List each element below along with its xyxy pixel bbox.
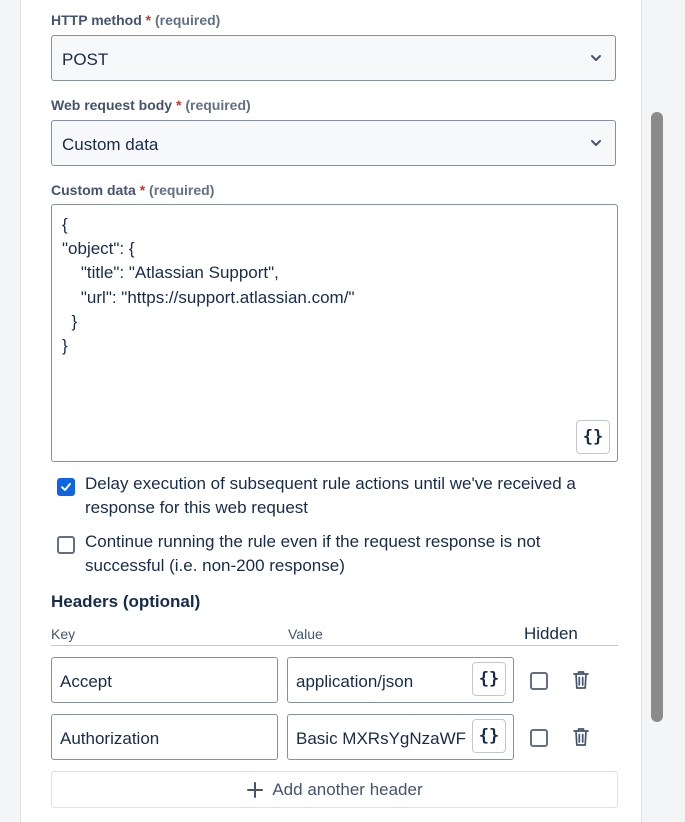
plus-icon [246,781,264,799]
code-line: { [62,215,68,234]
http-method-select[interactable] [51,35,616,81]
required-mark: * [145,12,152,28]
http-method-value: POST [62,50,109,69]
header-key-value: Accept [60,672,112,691]
required-mark: * [139,182,146,198]
web-request-body-label [51,97,251,113]
col-value: Value [288,626,323,642]
web-request-body-label-text: Web request body [51,97,173,113]
chevron-down-icon [589,51,603,65]
header-key-input[interactable] [51,714,278,760]
header-hidden-checkbox[interactable] [530,672,548,690]
code-line: } [62,336,68,355]
code-line: "url": "https://support.atlassian.com/" [62,288,355,307]
custom-data-label-text: Custom data [51,182,136,198]
continue-running-line-1: Continue running the rule even if the request response is not [85,532,541,551]
code-line: "title": "Atlassian Support", [62,263,279,282]
required-hint: (required) [154,12,221,28]
custom-data-textarea[interactable] [51,204,618,462]
required-mark: * [175,97,182,113]
scrollbar[interactable] [651,112,663,722]
header-hidden-checkbox[interactable] [530,729,548,747]
code-line: } [62,312,78,331]
required-hint: (required) [185,97,251,113]
col-key: Key [51,626,76,642]
header-value-value: Basic MXRsYgNzaWF [296,729,467,748]
continue-running-label [85,530,541,578]
smart-values-button[interactable]: {} [576,420,610,454]
header-smart-values-button[interactable]: {} [472,662,506,696]
header-smart-values-button[interactable]: {} [472,719,506,753]
web-request-body-select[interactable] [51,120,616,166]
header-divider [51,645,618,646]
col-hidden: Hidden [524,624,578,643]
check-icon [60,481,72,493]
rule-action-panel [20,0,642,822]
delay-execution-line-1: Delay execution of subsequent rule actions until we've received a [85,474,576,493]
required-hint: (required) [149,182,215,198]
chevron-down-icon [589,136,603,150]
http-method-label [51,12,220,28]
headers-title: Headers (optional) [51,592,201,611]
trash-icon[interactable] [572,670,590,690]
delay-execution-label [85,472,576,520]
http-method-label-text: HTTP method [51,12,142,28]
add-header-label: Add another header [272,779,423,799]
header-value-value: application/json [296,672,414,691]
continue-running-checkbox[interactable] [57,536,75,554]
delay-execution-checkbox[interactable] [57,478,75,496]
web-request-body-value: Custom data [62,135,159,154]
header-key-input[interactable] [51,657,278,703]
custom-data-label [51,182,214,198]
add-header-button[interactable] [51,771,618,808]
trash-icon[interactable] [572,727,590,747]
continue-running-line-2: successful (i.e. non-200 response) [85,556,345,575]
delay-execution-line-2: response for this web request [85,498,309,517]
code-line: "object": { [62,239,135,258]
header-key-value: Authorization [60,729,160,748]
